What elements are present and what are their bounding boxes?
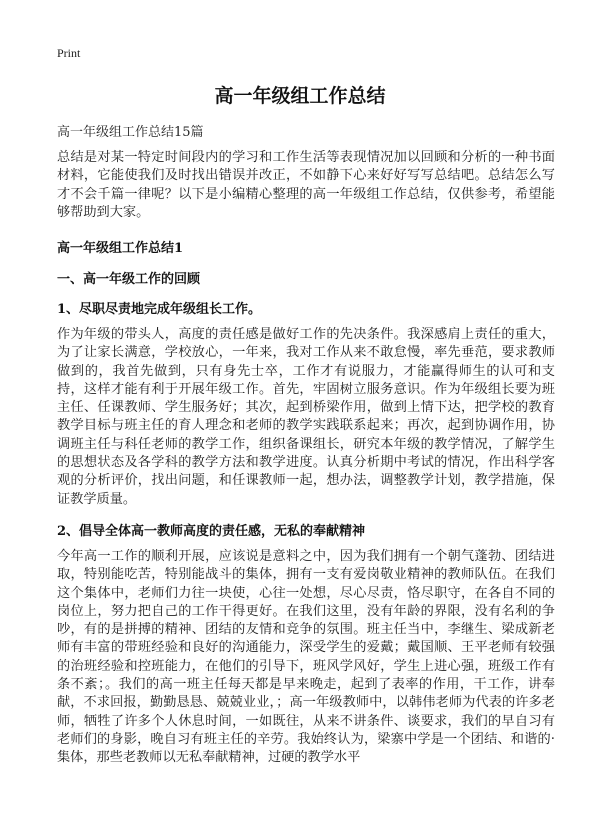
document-subtitle: 高一年级组工作总结15篇	[57, 125, 204, 140]
paragraph-point-2: 今年高一工作的顺利开展，应该说是意料之中，因为我们拥有一个朝气蓬勃、团结进取，特别能吃苦，特别能战斗的集体，拥有一支有爱岗敬业精神的教师队伍。在我们这个集体中，老师们力往一块使，心往一处想，尽心尽责，恪尽职守，在各自不同的岗位上，努力把自己的工作干得更好。在我们这里，没有年龄的界限，没有名利的争吵，有的是拼搏的精神、团结的友情和竞争的氛围。班主任当中，李继生、梁成新老师有丰富的带班经验和良好的沟通能力，深受学生的爱戴；戴国顺、王平老师有较强的治班经验和控班能力，在他们的引导下，班风学风好，学生上进心强，班级工作有条不紊；。我们的高一班主任每天都是早来晚走，起到了表率的作用，干工作，讲奉献，不求回报，勤勤恳恳、兢兢业业，；高一年级教师中，以韩伟老师为代表的许多老师，牺牲了许多个人休息时间，一如既往，从来不讲条件、谈要求，我们的早自习有老师们的身影，晚自习有班主任的辛劳。我始终认为，梁寨中学是一个团结、和谐的·集体，那些老教师以无私奉献精神，过硬的教学水平	[57, 549, 555, 766]
document-title: 高一年级组工作总结	[214, 85, 386, 107]
print-link[interactable]: Print	[57, 46, 81, 60]
heading-point-1: 1、尽职尽责地完成年级组长工作。	[57, 302, 262, 317]
heading-point-2: 2、倡导全体高一教师高度的责任感，无私的奉献精神	[57, 524, 366, 539]
heading-review: 一、高一年级工作的回顾	[57, 272, 201, 287]
paragraph-point-1: 作为年级的带头人，高度的责任感是做好工作的先决条件。我深感肩上责任的重大，为了让家长满意，学校放心，一年来，我对工作从来不敢怠慢，率先垂范，要求教师做到的，我首先做到，只有身先士卒，工作才有说服力，才能赢得师生的认可和支持，这样才能有利于开展年级工作。首先，牢固树立服务意识。作为年级组长要为班主任、任课教师、学生服务好；其次，起到桥梁作用，做到上情下达，把学校的教育教学目标与班主任的育人理念和老师的教学实践联系起来；再次，起到协调作用，协调班主任与科任老师的教学工作，组织备课组长，研究本年级的教学情况，了解学生的思想状态及各学科的教学方法和教学进度。认真分析期中考试的情况，作出科学客观的分析评价，找出问题，和任课教师一起，想办法，调整教学计划，教学措施，保证教学质量。	[57, 327, 555, 507]
heading-summary-1: 高一年级组工作总结1	[57, 241, 184, 256]
intro-paragraph: 总结是对某一特定时间段内的学习和工作生活等表现情况加以回顾和分析的一种书面材料，它能使我们及时找出错误并改正，不如静下心来好好写写总结吧。总结怎么写才不会千篇一律呢？以下是小编精心整理的高一年级组工作总结，仅供参考，希望能够帮助到大家。	[57, 150, 555, 220]
